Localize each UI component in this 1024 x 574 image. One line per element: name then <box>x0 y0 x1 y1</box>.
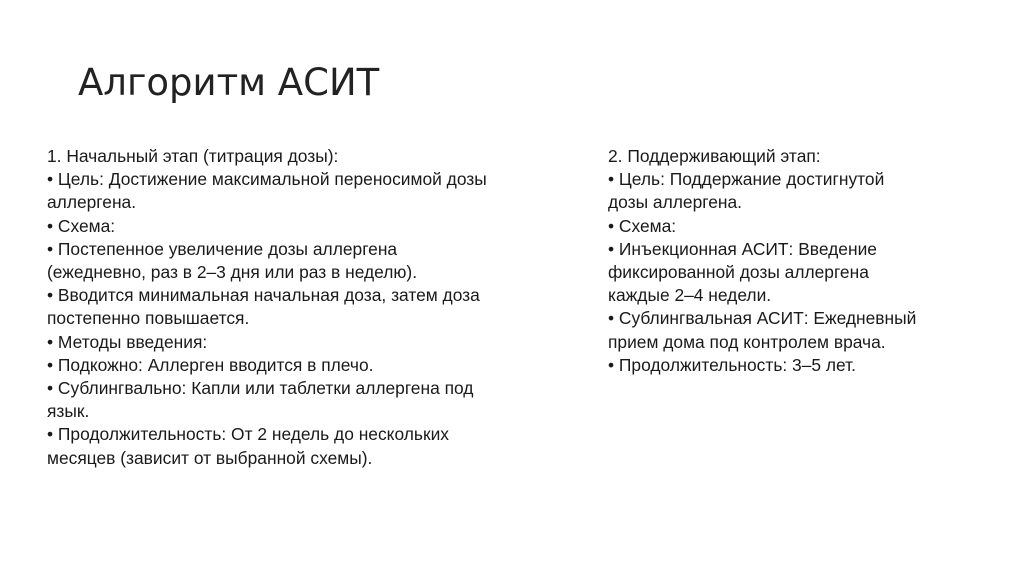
maintenance-stage-column <box>608 145 928 377</box>
sublingual-item: • Сублингвально: Капли или таблетки аллергена под язык. <box>47 378 474 422</box>
subcutaneous-item: • Подкожно: Аллерген вводится в плечо. <box>47 354 374 375</box>
initial-stage-column <box>47 145 487 470</box>
scheme-item: • Схема: <box>608 215 677 236</box>
dose-increase-item: • Постепенное увеличение дозы аллергена (ежедневно, раз в 2–3 дня или раз в неделю). <box>47 238 418 283</box>
goal-item: • Цель: Достижение максимальной переносимой дозы аллергена. <box>47 169 487 213</box>
duration-item: • Продолжительность: От 2 недель до нескольких месяцев (зависит от выбранной схемы). <box>47 424 449 468</box>
methods-item: • Методы введения: <box>47 331 208 352</box>
stage-heading: 1. Начальный этап (титрация дозы): <box>47 146 339 166</box>
scheme-item: • Схема: <box>47 215 116 236</box>
injection-asit-item: • Инъекционная АСИТ: Введение фиксированной дозы аллергена каждые 2–4 недели. <box>608 238 877 306</box>
slide-title: Алгоритм АСИТ <box>78 61 380 104</box>
goal-item: • Цель: Поддержание достигнутой дозы аллергена. <box>608 169 885 213</box>
duration-item: • Продолжительность: 3–5 лет. <box>608 354 857 375</box>
initial-dose-item: • Вводится минимальная начальная доза, затем доза постепенно повышается. <box>47 285 480 329</box>
stage-heading: 2. Поддерживающий этап: <box>608 146 821 166</box>
sublingual-asit-item: • Сублингвальная АСИТ: Ежедневный прием дома под контролем врача. <box>608 308 917 352</box>
